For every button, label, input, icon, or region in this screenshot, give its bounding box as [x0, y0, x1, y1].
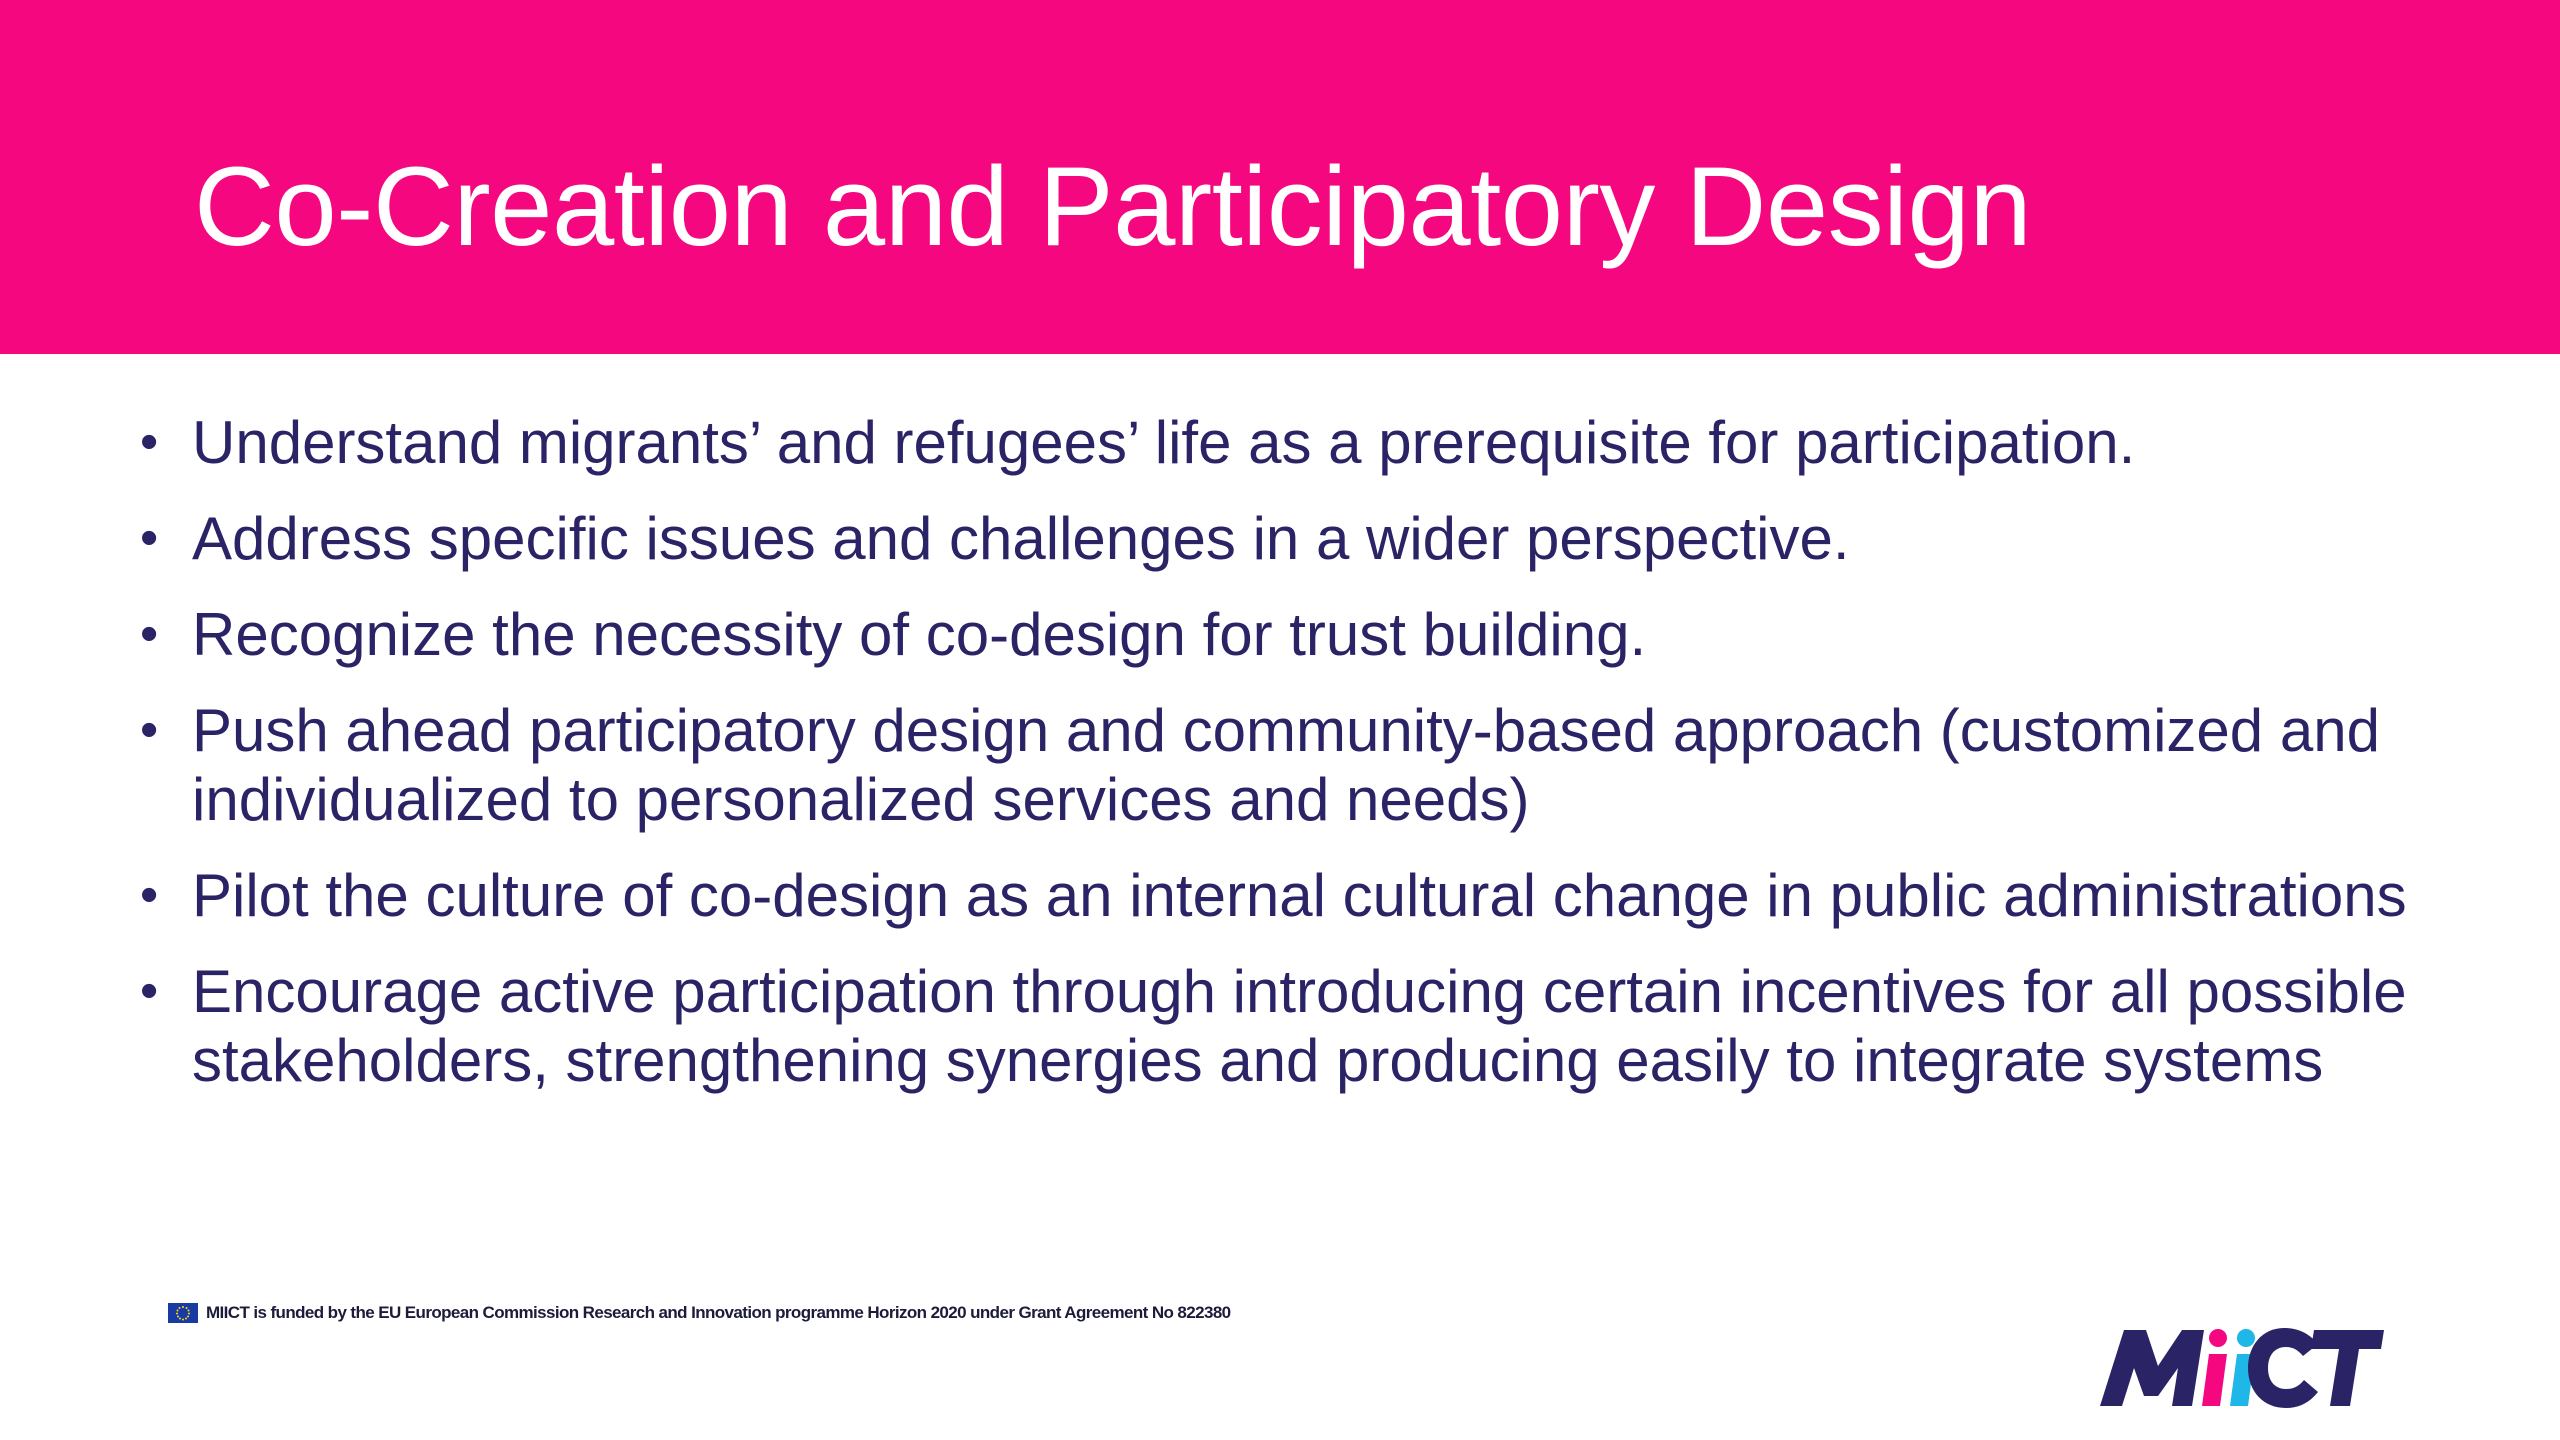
- bullet-text: • Address specific issues and challenges in a wider perspective.: [192, 505, 1850, 572]
- bullet-item: [140, 600, 2430, 669]
- bullet-item: [140, 696, 2430, 834]
- logo-stem-magenta: [2202, 1354, 2227, 1406]
- funding-note-text: MIICT is funded by the EU European Commission Research and Innovation programme Horizon 2020 under Grant Agreement No 822380: [206, 1303, 1231, 1322]
- bullet-item: [140, 861, 2430, 930]
- logo-letter-t: [2311, 1330, 2384, 1406]
- slide-title: Co-Creation and Participatory Design: [194, 144, 2032, 269]
- title-banner: [0, 0, 2560, 354]
- bullet-item: [140, 957, 2430, 1095]
- bullet-item: [140, 504, 2430, 573]
- bullet-text: • Understand migrants’ and refugees’ life as a prerequisite for participation.: [192, 409, 2136, 476]
- funding-footer: [168, 1300, 1231, 1326]
- eu-flag-icon: [168, 1303, 198, 1323]
- bullet-text: • Recognize the necessity of co-design for trust building.: [192, 601, 1647, 668]
- logo-dot-magenta: [2209, 1329, 2227, 1347]
- bullet-text: • Pilot the culture of co-design as an internal cultural change in public administrations: [192, 862, 2407, 929]
- bullet-list: [140, 408, 2430, 1122]
- logo-letter-c: [2248, 1328, 2318, 1408]
- bullet-text: • Push ahead participatory design and community-based approach (customized and individualized to personalized services and needs): [192, 697, 2380, 833]
- bullet-item: [140, 408, 2430, 477]
- miict-logo: [2096, 1316, 2386, 1416]
- logo-dot-cyan: [2237, 1329, 2255, 1347]
- bullet-text: • Encourage active participation through introducing certain incentives for all possible stakeholders, strengthening synergies and producing easily to integrate systems: [192, 958, 2407, 1094]
- logo-letter-m: [2100, 1330, 2204, 1406]
